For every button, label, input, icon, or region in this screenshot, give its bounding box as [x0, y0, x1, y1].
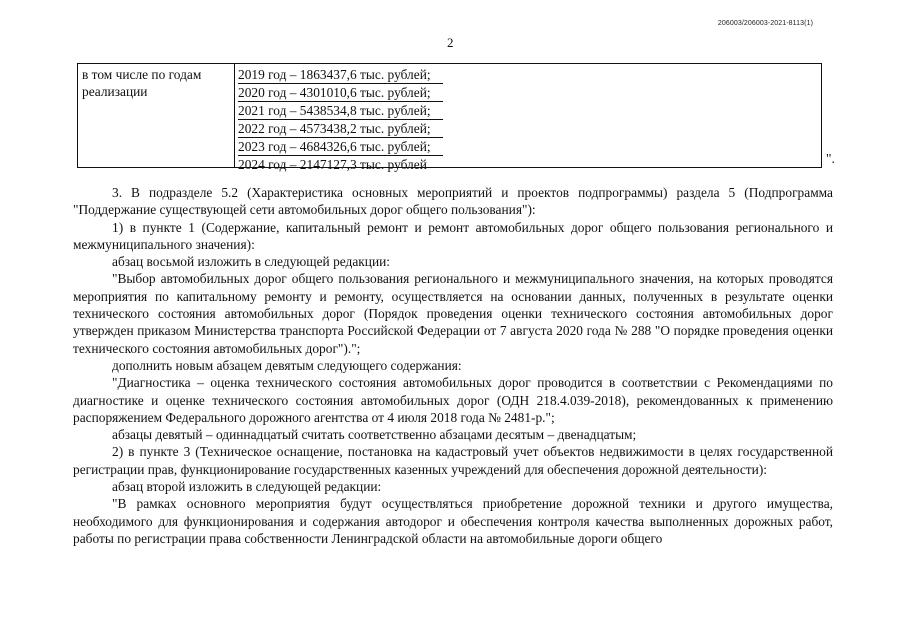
year-row-2022: 2022 год – 4573438,2 тыс. рублей; — [238, 120, 443, 138]
year-row-2023: 2023 год – 4684326,6 тыс. рублей; — [238, 138, 443, 156]
table-closing-mark: ". — [826, 151, 835, 166]
year-row-2020: 2020 год – 4301010,6 тыс. рублей; — [238, 84, 443, 102]
funding-table — [77, 63, 822, 173]
year-row-2019: 2019 год – 1863437,6 тыс. рублей; — [238, 66, 443, 84]
paragraph: "Диагностика – оценка технического состояния автомобильных дорог проводится в соответствии с Рекомендациями по диагностике и оценке технического состояния автомобильных дорог (ОДН 218.4.039-2018), рекомендованных к применению распоряжением Федерального дорожного агентства от 4 июля 2018 года № 2481-р."; — [73, 375, 833, 425]
paragraph: абзац второй изложить в следующей редакции: — [112, 479, 382, 495]
table-column-divider — [234, 64, 235, 167]
year-row-2021: 2021 год – 5438534,8 тыс. рублей; — [238, 102, 443, 120]
year-row-2024: 2024 год – 2147127,3 тыс. рублей — [238, 157, 427, 173]
paragraph: 1) в пункте 1 (Содержание, капитальный ремонт и ремонт автомобильных дорог общего пользования регионального и межмуниципального значения): — [73, 219, 833, 252]
paragraph: "Выбор автомобильных дорог общего пользования регионального и межмуниципального значения, на которых проводятся мероприятия по капитальному ремонту и ремонту, осуществляется на основании данных, полученных в результате оценки технического состояния автомобильных дорог (Порядок проведения оценки технического состояния автомобильных дорог утвержден приказом Министерства транспорта Российской Федерации от 7 августа 2020 года № 288 "О порядке проведения оценки технического состояния автомобильных дорог")."; — [73, 271, 833, 356]
page-number: 2 — [447, 35, 454, 50]
table-label-cell: в том числе по годам реализации — [82, 67, 202, 99]
paragraph: 3. В подразделе 5.2 (Характеристика основных мероприятий и проектов подпрограммы) раздела 5 (Подпрограмма "Поддержание существующей сети автомобильных дорог общего пользования"): — [73, 185, 833, 218]
document-body — [73, 184, 833, 547]
table-years-cell — [238, 66, 818, 174]
paragraph: абзацы девятый – одиннадцатый считать соответственно абзацами десятым – двенадцатым; — [112, 427, 637, 443]
paragraph: 2) в пункте 3 (Техническое оснащение, постановка на кадастровый учет объектов недвижимости в целях государственной регистрации прав, функционирование государственных казенных учреждений для обеспечения дорожной деятельности): — [73, 444, 833, 477]
paragraph: абзац восьмой изложить в следующей редакции: — [112, 254, 391, 270]
document-code: 206003/206003-2021-8113(1) — [717, 20, 813, 27]
paragraph: "В рамках основного мероприятия будут осуществляться приобретение дорожной техники и другого имущества, необходимого для функционирования и содержания автодорог и обеспечения контроля качества выполненных дорожных работ, работы по регистрации права собственности Ленинградской области на автомобильные дороги общего — [73, 496, 833, 546]
paragraph: дополнить новым абзацем девятым следующего содержания: — [112, 357, 462, 373]
